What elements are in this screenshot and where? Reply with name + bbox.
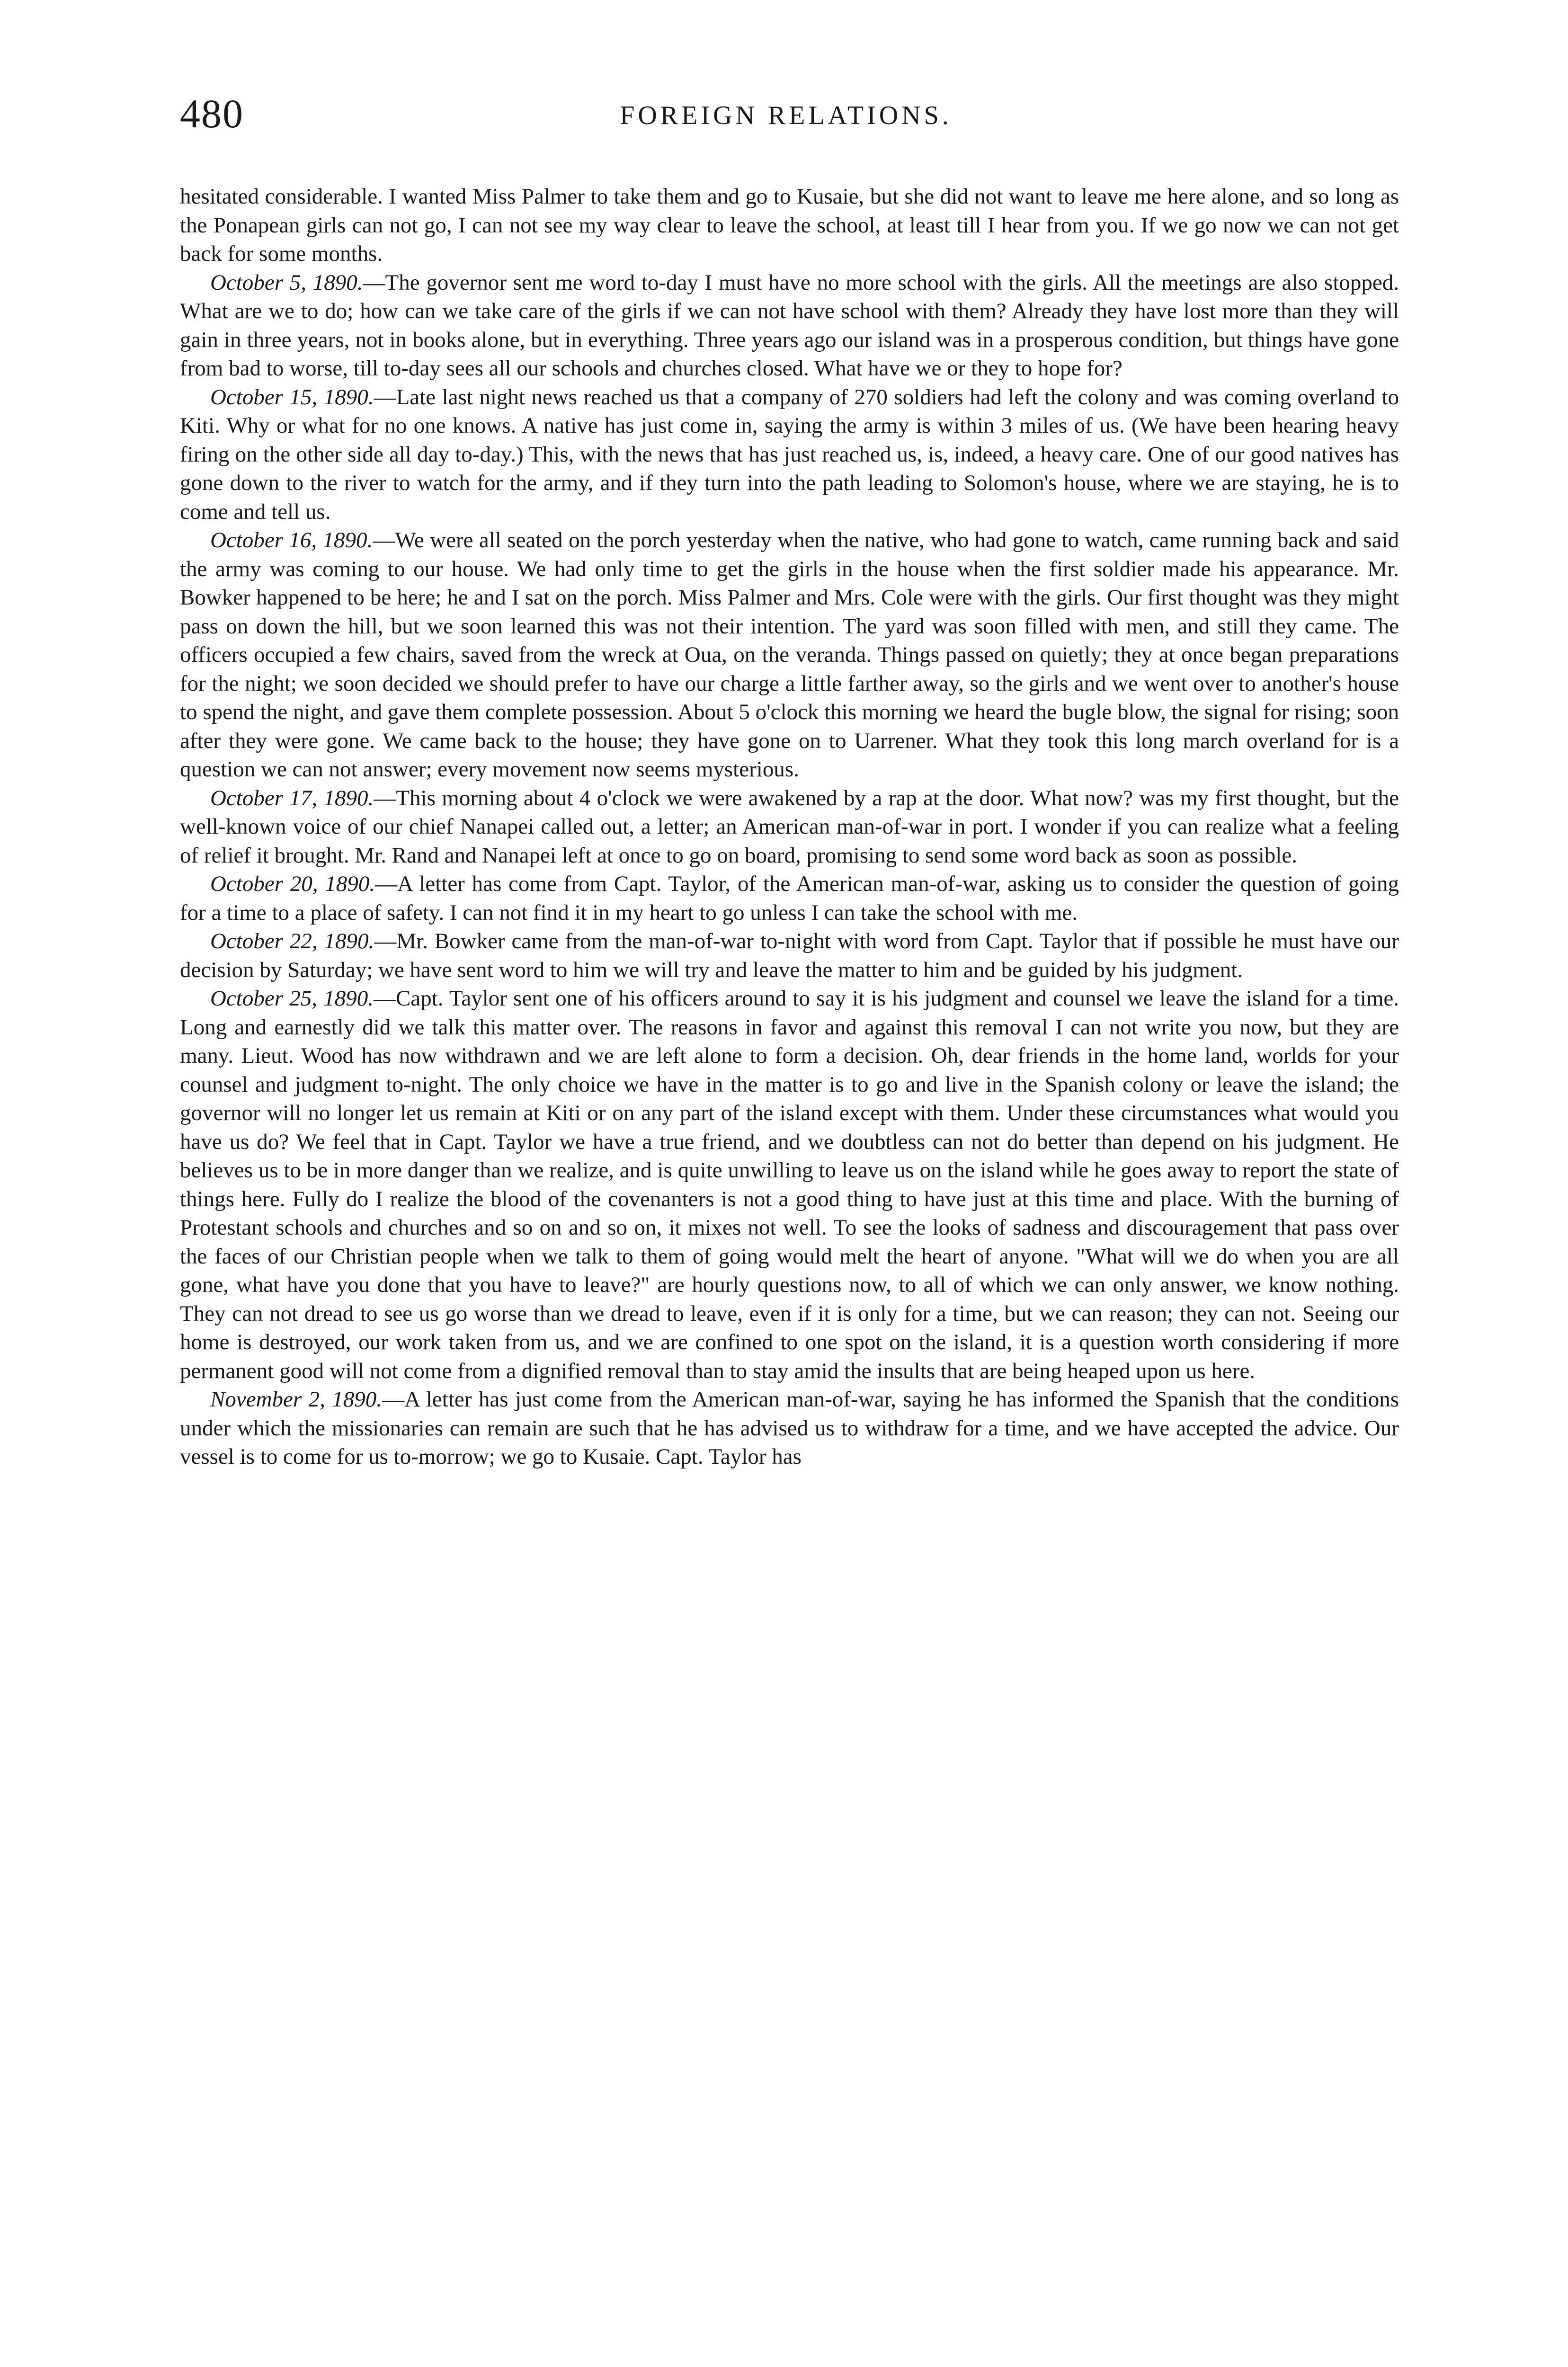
page-header	[180, 90, 1392, 142]
diary-entry	[180, 870, 1399, 927]
entry-date: October 25, 1890.	[210, 986, 374, 1011]
diary-entry	[180, 927, 1399, 984]
entry-date: October 17, 1890.	[210, 785, 374, 810]
diary-entry	[180, 526, 1399, 784]
entry-date: October 20, 1890.	[210, 872, 375, 896]
opening-paragraph: hesitated considerable. I wanted Miss Palmer to take them and go to Kusaie, but she did not want to leave me here alone, and so long as the Ponapean girls can not go, I can not see my way clear to leave the school, at least till I hear from you. If we go now we can not get back for some months.	[180, 184, 1399, 266]
entry-date: October 22, 1890.	[210, 929, 374, 953]
entry-text: —A letter has come from Capt. Taylor, of the American man-of-war, asking us to consider the question of going for a time to a place of safety. I can not find it in my heart to go unless I can take the school with me.	[180, 872, 1399, 925]
entry-date: October 5, 1890.	[210, 270, 363, 295]
entry-date: October 16, 1890.	[210, 528, 373, 552]
entry-text: —This morning about 4 o'clock we were awakened by a rap at the door. What now? was my first thought, but the well-known voice of our chief Nanapei called out, a letter; an American man-of-war in port. I wonder if you can realize what a feeling of relief it brought. Mr. Rand and Nanapei left at once to go on board, promising to send some word back as soon as possible.	[180, 785, 1399, 868]
diary-entry	[180, 984, 1399, 1385]
entry-date: November 2, 1890.	[210, 1387, 383, 1412]
entry-text: —Late last night news reached us that a company of 270 soldiers had left the colony and was coming overland to Kiti. Why or what for no one knows. A native has just come in, saying the army is within 3 miles of us. (We have been hearing heavy firing on the other side all day to-day.) This, with the news that has just reached us, is, indeed, a heavy care. One of our good natives has gone down to the river to watch for the army, and if they turn into the path leading to Solomon's house, where we are staying, he is to come and tell us.	[180, 384, 1399, 524]
body-text	[180, 182, 1399, 1471]
diary-entry	[180, 784, 1399, 870]
running-head: FOREIGN RELATIONS.	[620, 101, 952, 130]
page-number: 480	[180, 91, 244, 136]
entry-text: —Capt. Taylor sent one of his officers around to say it is his judgment and counsel we leave the island for a time. Long and earnestly did we talk this matter over. The reasons in favor and against this removal I can not write you now, but they are many. Lieut. Wood has now withdrawn and we are left alone to form a decision. Oh, dear friends in the home land, worlds for your counsel and judgment to-night. The only choice we have in the matter is to go and live in the Spanish colony or leave the island; the governor will no longer let us remain at Kiti or on any part of the island except with them. Under these circumstances what would you have us do? We feel that in Capt. Taylor we have a true friend, and we doubtless can not do better than depend on his judgment. He believes us to be in more danger than we realize, and is quite unwilling to leave us on the island while he goes away to report the state of things here. Fully do I realize the blood of the covenanters is not a good thing to have just at this time and place. With the burning of Protestant schools and churches and so on and so on, it mixes not well. To see the looks of sadness and discouragement that pass over the faces of our Christian people when we talk to them of going would melt the heart of anyone. "What will we do when you are all gone, what have you done that you have to leave?" are hourly questions now, to all of which we can only answer, we know nothing. They can not dread to see us go worse than we dread to leave, even if it is only for a time, but we can reason; they can not. Seeing our home is destroyed, our work taken from us, and we are confined to one spot on the island, it is a question worth considering if more permanent good will not come from a dignified removal than to stay amid the insults that are being heaped upon us here.	[180, 986, 1399, 1383]
entry-text: —A letter has just come from the American man-of-war, saying he has informed the Spanish that the conditions under which the missionaries can remain are such that he has advised us to withdraw for a time, and we have accepted the advice. Our vessel is to come for us to-morrow; we go to Kusaie. Capt. Taylor has	[180, 1387, 1399, 1469]
entry-text: —We were all seated on the porch yesterday when the native, who had gone to watch, came running back and said the army was coming to our house. We had only time to get the girls in the house when the first soldier made his appearance. Mr. Bowker happened to be here; he and I sat on the porch. Miss Palmer and Mrs. Cole were with the girls. Our first thought was they might pass on down the hill, but we soon learned this was not their intention. The yard was soon filled with men, and still they came. The officers occupied a few chairs, saved from the wreck at Oua, on the veranda. Things passed on quietly; they at once began preparations for the night; we soon decided we should prefer to have our charge a little farther away, so the girls and we went over to another's house to spend the night, and gave them complete possession. About 5 o'clock this morning we heard the bugle blow, the signal for rising; soon after they were gone. We came back to the house; they have gone on to Uarrener. What they took this long march overland for is a question we can not answer; every movement now seems mysterious.	[180, 528, 1399, 782]
entry-date: October 15, 1890.	[210, 384, 374, 409]
diary-entry	[180, 383, 1399, 526]
diary-entry	[180, 1385, 1399, 1471]
diary-entry	[180, 268, 1399, 383]
entry-text: —The governor sent me word to-day I must have no more school with the girls. All the meetings are also stopped. What are we to do; how can we take care of the girls if we can not have school with them? Already they have lost more than they will gain in three years, not in books alone, but in everything. Three years ago our island was in a prosperous condition, but things have gone from bad to worse, till to-day sees all our schools and churches closed. What have we or they to hope for?	[180, 270, 1399, 381]
entry-text: —Mr. Bowker came from the man-of-war to-night with word from Capt. Taylor that if possible he must have our decision by Saturday; we have sent word to him we will try and leave the matter to him and be guided by his judgment.	[180, 929, 1399, 982]
